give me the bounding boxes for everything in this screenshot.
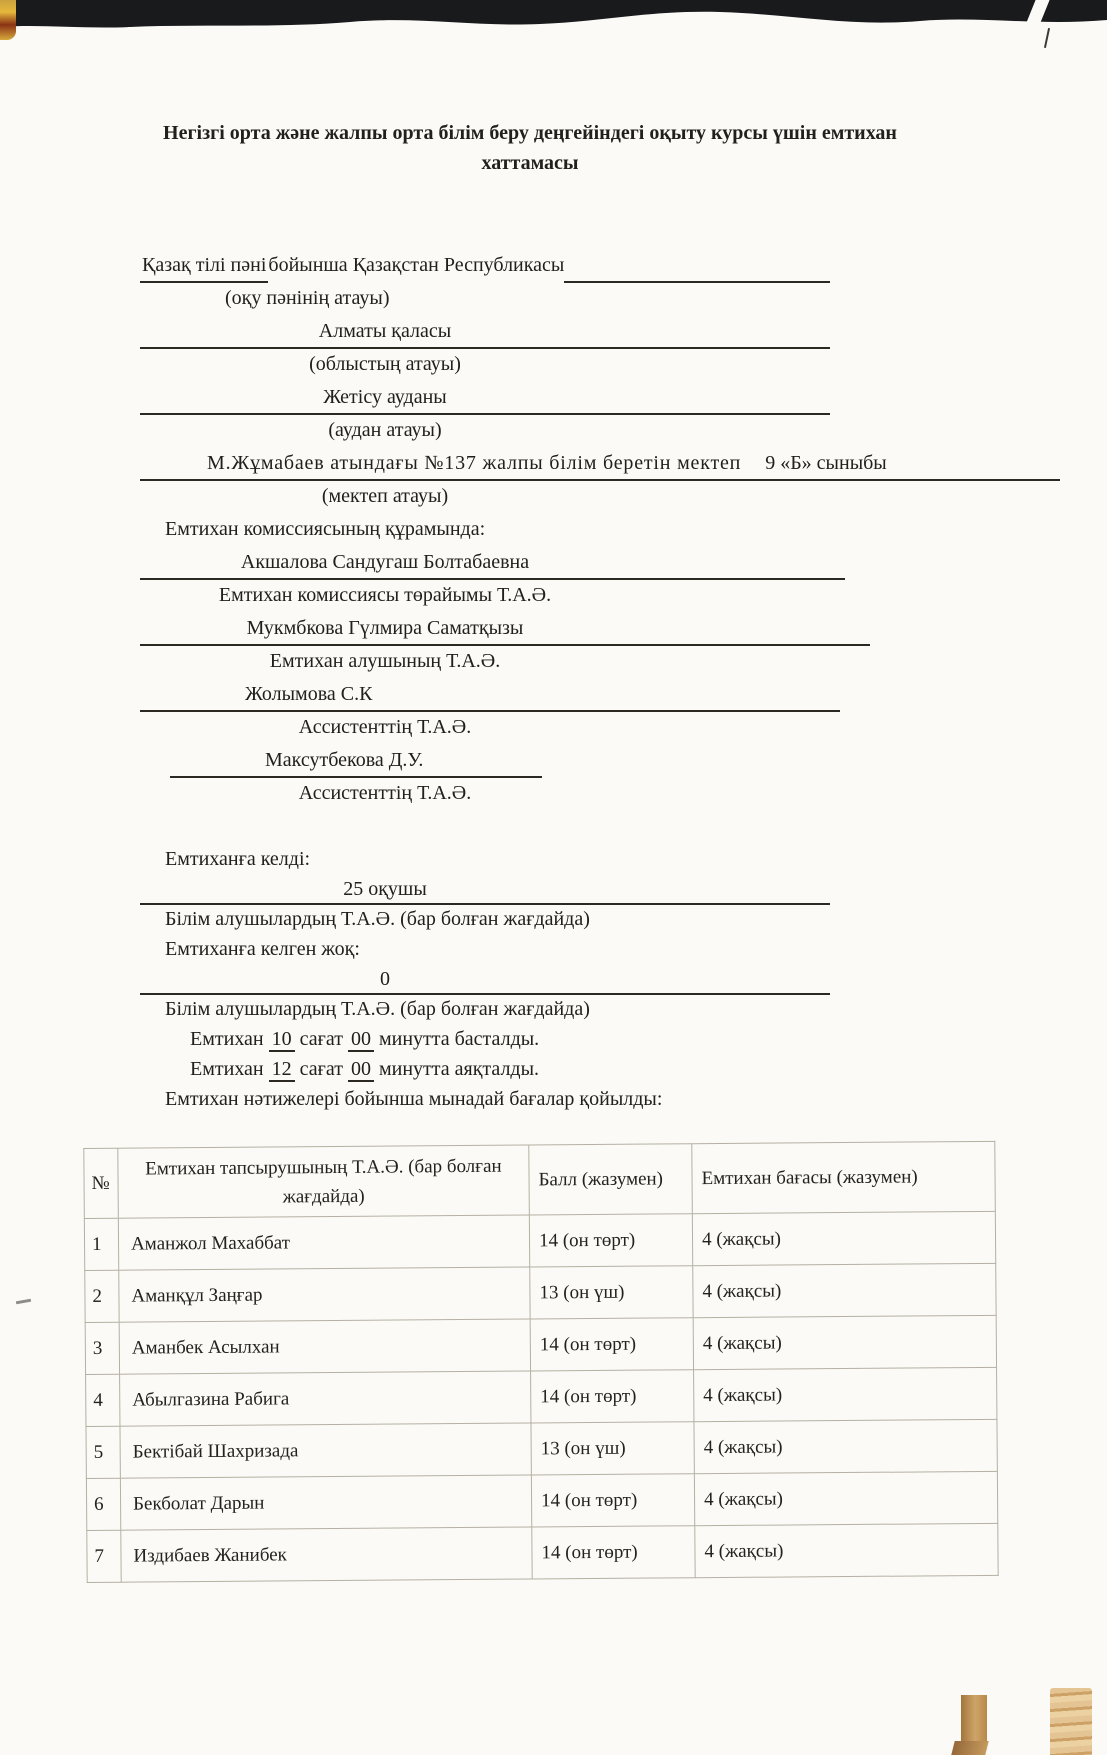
score-value: 14 (он төрт) bbox=[531, 1474, 694, 1527]
came-caption: Білім алушылардың Т.А.Ә. (бар болған жағдайда) bbox=[165, 908, 590, 930]
start-mid: сағат bbox=[299, 1028, 343, 1050]
start-hour: 10 bbox=[269, 1028, 295, 1052]
grade-value: 4 (жақсы) bbox=[694, 1367, 997, 1421]
end-hour: 12 bbox=[269, 1058, 295, 1082]
student-name: Абылгазина Рабига bbox=[120, 1371, 531, 1426]
subject-blank-line bbox=[564, 250, 830, 283]
region-caption: (облыстың атауы) bbox=[309, 353, 461, 375]
grade-value: 4 (жақсы) bbox=[693, 1263, 996, 1317]
start-suffix: минутта басталды. bbox=[378, 1028, 540, 1050]
wood-block-artifact-1 bbox=[953, 1695, 987, 1755]
examiner-name: Мукмбкова Гүлмира Саматқызы bbox=[246, 617, 524, 639]
commission-heading: Емтихан комиссиясының құрамында: bbox=[165, 518, 486, 540]
table-row bbox=[87, 1523, 998, 1582]
col-header-number: № bbox=[84, 1148, 119, 1218]
row-number: 5 bbox=[86, 1426, 120, 1478]
absent-value: 0 bbox=[380, 968, 390, 990]
start-minute: 00 bbox=[348, 1028, 374, 1052]
results-table-body bbox=[84, 1211, 998, 1582]
score-value: 14 (он төрт) bbox=[529, 1214, 692, 1267]
end-time-line bbox=[140, 1055, 1070, 1085]
assistant1-line bbox=[140, 679, 840, 712]
title-line-1: Негізгі орта және жалпы орта білім беру деңгейіндегі оқыту курсы үшін емтихан bbox=[163, 122, 897, 144]
col-header-grade: Емтихан бағасы (жазумен) bbox=[692, 1141, 996, 1213]
chair-caption: Емтихан комиссиясы төрайымы Т.А.Ә. bbox=[218, 584, 552, 606]
school-caption: (мектеп атауы) bbox=[321, 485, 449, 507]
examiner-caption: Емтихан алушының Т.А.Ә. bbox=[269, 650, 501, 672]
document-title bbox=[140, 118, 920, 178]
col-header-name: Емтихан тапсырушының Т.А.Ә. (бар болған жағдайда) bbox=[118, 1145, 530, 1218]
score-value: 13 (он үш) bbox=[531, 1422, 694, 1475]
results-table bbox=[83, 1141, 998, 1583]
table-row bbox=[86, 1419, 997, 1478]
came-line bbox=[140, 875, 830, 905]
row-number: 2 bbox=[85, 1270, 119, 1322]
grade-value: 4 (жақсы) bbox=[695, 1523, 998, 1577]
end-mid: сағат bbox=[299, 1058, 343, 1080]
scanner-edge-bar bbox=[0, 0, 1107, 36]
end-minute: 00 bbox=[348, 1058, 374, 1082]
row-number: 6 bbox=[86, 1478, 120, 1530]
district-line bbox=[140, 382, 830, 415]
score-value: 14 (он төрт) bbox=[531, 1370, 694, 1423]
subject-caption: (оқу пәнінің атауы) bbox=[225, 287, 390, 309]
subject-value: Қазақ тілі пәні bbox=[140, 250, 268, 283]
col-header-score: Балл (жазумен) bbox=[529, 1144, 693, 1215]
assistant2-caption: Ассистенттің Т.А.Ә. bbox=[298, 782, 472, 804]
row-number: 7 bbox=[87, 1530, 121, 1582]
table-row bbox=[86, 1367, 997, 1426]
subject-suffix: бойынша Қазақстан Республикасы bbox=[268, 254, 565, 276]
assistant1-caption: Ассистенттің Т.А.Ә. bbox=[298, 716, 472, 738]
came-label: Емтиханға келді: bbox=[165, 848, 311, 870]
examiner-line bbox=[140, 613, 870, 646]
table-row bbox=[86, 1471, 997, 1530]
grade-value: 4 (жақсы) bbox=[692, 1211, 995, 1265]
class-value: 9 «Б» сыныбы bbox=[765, 452, 887, 474]
table-header-row bbox=[84, 1141, 996, 1218]
grade-value: 4 (жақсы) bbox=[693, 1315, 996, 1369]
end-prefix: Емтихан bbox=[190, 1058, 264, 1080]
student-name: Издибаев Жанибек bbox=[121, 1527, 532, 1582]
table-row bbox=[85, 1263, 996, 1322]
region-line bbox=[140, 316, 830, 349]
student-name: Аманжол Махаббат bbox=[118, 1215, 529, 1270]
came-value: 25 оқушы bbox=[343, 878, 427, 900]
wood-block-artifact-2 bbox=[1050, 1688, 1092, 1755]
pencil-dash-artifact bbox=[16, 1299, 31, 1305]
absent-line bbox=[140, 965, 830, 995]
table-row bbox=[85, 1315, 996, 1374]
chair-name: Акшалова Сандугаш Болтабаевна bbox=[240, 551, 530, 573]
student-name: Бектібай Шахризада bbox=[120, 1423, 531, 1478]
wood-block-stem bbox=[961, 1695, 987, 1743]
student-name: Аманқұл Заңғар bbox=[119, 1267, 530, 1322]
assistant2-line bbox=[170, 745, 542, 778]
row-number: 4 bbox=[86, 1374, 120, 1426]
absent-caption: Білім алушылардың Т.А.Ә. (бар болған жағдайда) bbox=[165, 998, 590, 1020]
subject-line bbox=[140, 250, 1070, 283]
assistant1-name: Жолымова С.К bbox=[245, 683, 373, 705]
grade-value: 4 (жақсы) bbox=[694, 1419, 997, 1473]
title-line-2: хаттамасы bbox=[481, 152, 579, 174]
score-value: 13 (он үш) bbox=[530, 1266, 693, 1319]
student-name: Бекболат Дарын bbox=[120, 1475, 531, 1530]
school-value: М.Жұмабаев атындағы №137 жалпы білім беретін мектеп bbox=[207, 452, 742, 474]
results-heading: Емтихан нәтижелері бойынша мынадай бағалар қойылды: bbox=[165, 1088, 663, 1110]
start-prefix: Емтихан bbox=[190, 1028, 264, 1050]
grade-value: 4 (жақсы) bbox=[694, 1471, 997, 1525]
student-name: Аманбек Асылхан bbox=[119, 1319, 530, 1374]
district-value: Жетісу ауданы bbox=[323, 386, 447, 408]
absent-label: Емтиханға келген жоқ: bbox=[165, 938, 360, 960]
chair-line bbox=[140, 547, 845, 580]
district-caption: (аудан атауы) bbox=[328, 419, 442, 441]
end-suffix: минутта аяқталды. bbox=[378, 1058, 540, 1080]
assistant2-name: Максутбекова Д.У. bbox=[265, 749, 424, 771]
orange-tab-artifact bbox=[0, 0, 16, 40]
row-number: 3 bbox=[85, 1322, 119, 1374]
wood-block-foot bbox=[951, 1741, 988, 1755]
document-content bbox=[140, 0, 1070, 1115]
row-number: 1 bbox=[84, 1218, 118, 1270]
table-row bbox=[84, 1211, 995, 1270]
region-value: Алматы қаласы bbox=[318, 320, 452, 342]
school-line bbox=[140, 448, 1060, 481]
score-value: 14 (он төрт) bbox=[530, 1318, 693, 1371]
score-value: 14 (он төрт) bbox=[532, 1526, 695, 1579]
start-time-line bbox=[140, 1025, 1070, 1055]
